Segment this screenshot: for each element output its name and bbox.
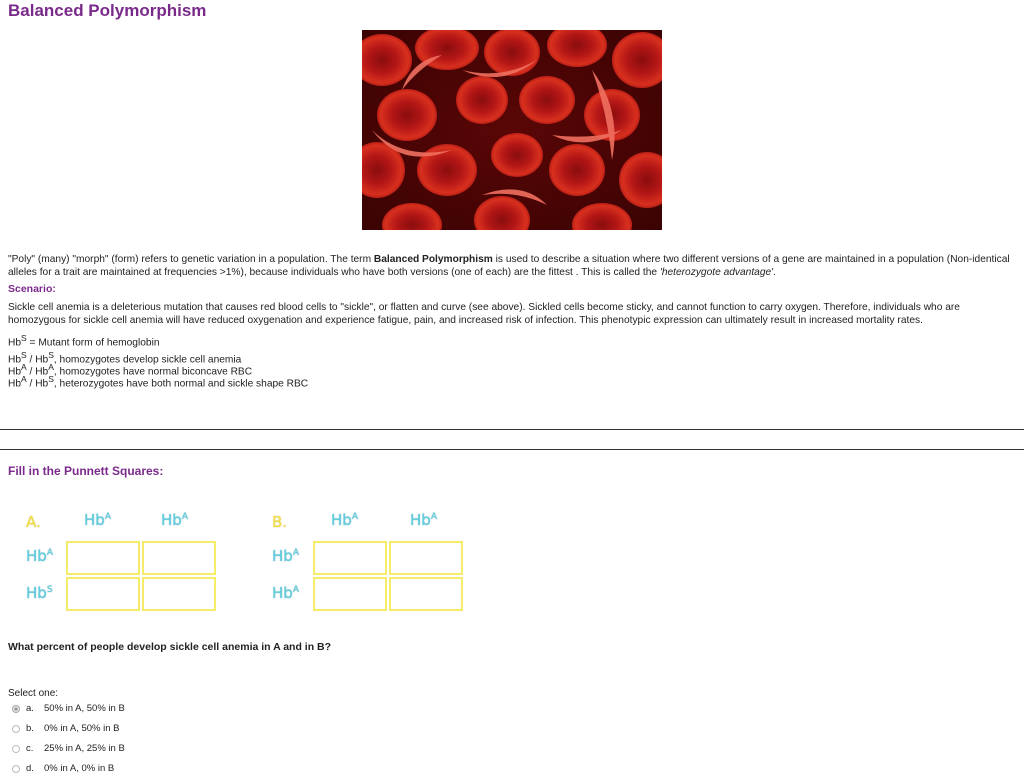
punnett-b-label: B. (272, 513, 288, 531)
definition-item: $Hb^A / Hb^S$, heterozygotes have both normal and sickle shape RBC (8, 374, 309, 390)
intro-text-2: is used to describe a situation where two different versions of a gene are maintained in a population (Non-identical alleles for a trait are maintained at frequencies >1%), because individuals who have both versions (one of each) are the fittest . This is called the (8, 254, 1010, 278)
divider (0, 429, 1024, 430)
radio-button[interactable] (12, 765, 20, 773)
punnett-a-top-allele: $Hb^A$ (84, 511, 111, 529)
intro-term: Balanced Polymorphism (373, 254, 493, 265)
punnett-b-cell[interactable] (389, 577, 463, 611)
answer-option-d[interactable]: d. 0% in A, 0% in B (12, 763, 114, 774)
punnett-b-side-allele: $Hb^A$ (272, 584, 299, 602)
answer-option-b[interactable]: b. 0% in A, 50% in B (12, 723, 120, 734)
punnett-b-side-allele: $Hb^A$ (272, 547, 299, 565)
radio-button[interactable] (12, 705, 20, 713)
punnett-title: Fill in the Punnett Squares: (8, 464, 164, 478)
answer-option-a[interactable]: a. 50% in A, 50% in B (12, 703, 125, 714)
scenario-text: Sickle cell anemia is a deleterious mutation that causes red blood cells to "sickle", or flatten and curve (see above). Sickled cells become sticky, and cannot function to carry oxygen. Therefore, individuals who are homozygous for sickle cell anemia will have reduced oxygenation and experience fatigue, pain, and increased risk of infection. This phenotypic expression can ultimately result in increased mortality rates. (8, 302, 960, 326)
punnett-b-cell[interactable] (313, 577, 387, 611)
page-title: Balanced Polymorphism (8, 1, 207, 20)
sickle-cell-rbc-photo (362, 30, 662, 230)
punnett-a-side-allele: $Hb^S$ (26, 584, 53, 602)
intro-text-3: . (773, 266, 776, 278)
intro-text-1: "Poly" (many) "morph" (form) refers to genetic variation in a population. The term (8, 254, 374, 265)
punnett-a-cell[interactable] (66, 577, 140, 611)
punnett-a-top-allele: $Hb^A$ (161, 511, 188, 529)
scenario-label: Scenario: (8, 283, 56, 295)
punnett-b-top-allele: $Hb^A$ (410, 511, 437, 529)
radio-button[interactable] (12, 745, 20, 753)
punnett-b-top-allele: $Hb^A$ (331, 511, 358, 529)
punnett-a-cell[interactable] (66, 541, 140, 575)
question-text: What percent of people develop sickle cell anemia in A and in B? (8, 641, 332, 653)
definition-item: $Hb^S / Hb^S$, homozygotes develop sickle cell anemia (8, 350, 242, 366)
punnett-b-cell[interactable] (313, 541, 387, 575)
punnett-a-cell[interactable] (142, 577, 216, 611)
punnett-a-cell[interactable] (142, 541, 216, 575)
radio-button[interactable] (12, 725, 20, 733)
divider (0, 449, 1024, 450)
punnett-a-label: A. (26, 513, 41, 531)
answer-option-c[interactable]: c. 25% in A, 25% in B (12, 743, 125, 754)
punnett-b-cell[interactable] (389, 541, 463, 575)
definition-item: $Hb^S = Mutant$ form of hemoglobin (8, 333, 160, 349)
select-one-label: Select one: (8, 688, 59, 699)
definition-item: $Hb^A / Hb^A$, homozygotes have normal biconcave RBC (8, 362, 253, 378)
intro-italic: 'heterozygote advantage' (659, 266, 774, 278)
intro-paragraph (8, 254, 1010, 279)
punnett-a-side-allele: $Hb^A$ (26, 547, 53, 565)
